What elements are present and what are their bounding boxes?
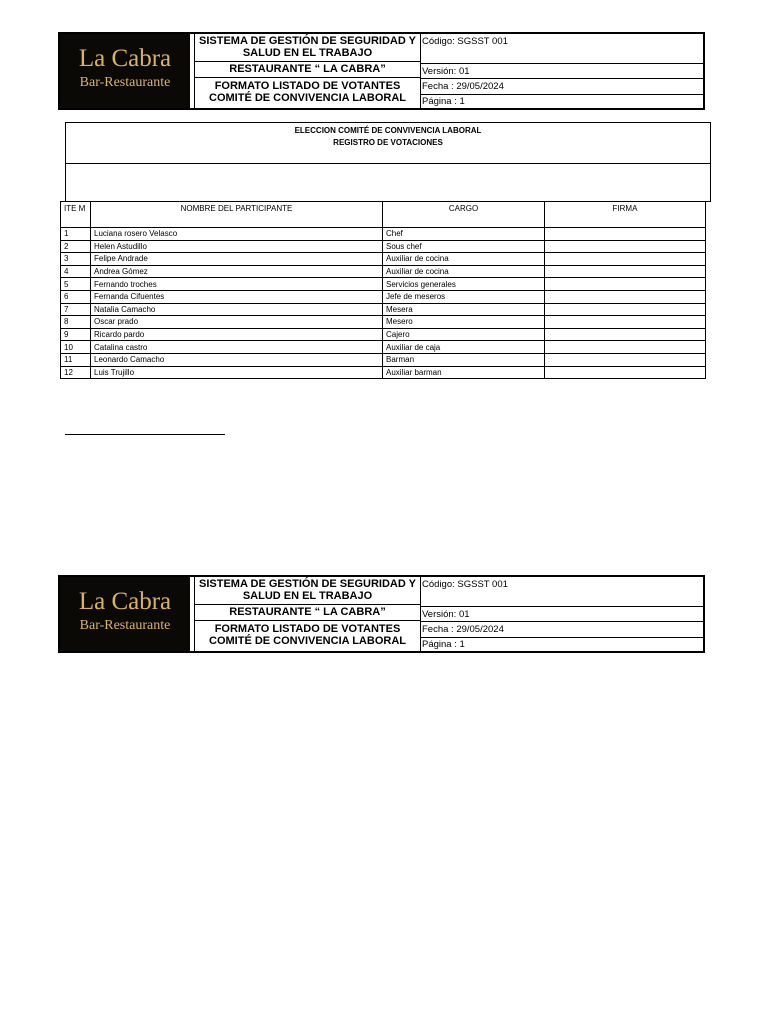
table-row	[61, 328, 706, 341]
restaurant-name: RESTAURANTE “ LA CABRA”	[195, 604, 420, 620]
logo-subtitle: Bar-Restaurante	[79, 75, 171, 90]
logo-subtitle: Bar-Restaurante	[79, 618, 171, 633]
system-title	[195, 578, 420, 602]
row-item: 9	[61, 328, 91, 341]
pagina-field: Página : 1	[421, 94, 703, 108]
row-item: 5	[61, 278, 91, 291]
table-row	[61, 341, 706, 354]
format-title-line-2: COMITÉ DE CONVIVENCIA LABORAL	[209, 635, 406, 647]
table-header-row	[61, 202, 706, 228]
row-item: 8	[61, 316, 91, 329]
system-title-line-1: SISTEMA DE GESTIÓN DE SEGURIDAD Y	[199, 578, 416, 590]
voters-table	[60, 201, 706, 379]
row-firma	[545, 366, 706, 379]
row-name: Andrea Gómez	[91, 265, 383, 278]
column-header-firma: FIRMA	[545, 202, 706, 228]
row-firma	[545, 278, 706, 291]
row-firma	[545, 353, 706, 366]
signature-line	[65, 434, 225, 435]
table-row	[61, 278, 706, 291]
row-name: Ricardo pardo	[91, 328, 383, 341]
row-item: 1	[61, 228, 91, 241]
row-item: 12	[61, 366, 91, 379]
row-name: Natalia Camacho	[91, 303, 383, 316]
row-name: Leonardo Camacho	[91, 353, 383, 366]
table-row	[61, 353, 706, 366]
system-title-line-2: SALUD EN EL TRABAJO	[242, 590, 373, 602]
row-cargo: Barman	[383, 353, 545, 366]
fecha-field: Fecha : 29/05/2024	[421, 78, 703, 93]
restaurant-logo	[60, 34, 190, 108]
row-cargo: Auxiliar de cocina	[383, 265, 545, 278]
table-row	[61, 303, 706, 316]
row-firma	[545, 341, 706, 354]
format-title-line-1: FORMATO LISTADO DE VOTANTES	[214, 80, 401, 92]
format-title-line-1: FORMATO LISTADO DE VOTANTES	[214, 623, 401, 635]
row-cargo: Cajero	[383, 328, 545, 341]
row-name: Catalina castro	[91, 341, 383, 354]
row-cargo: Auxiliar barman	[383, 366, 545, 379]
row-cargo: Auxiliar de cocina	[383, 253, 545, 266]
format-title	[195, 620, 420, 647]
row-name: Luciana rosero Velasco	[91, 228, 383, 241]
version-field: Versión: 01	[421, 606, 703, 621]
row-cargo: Auxiliar de caja	[383, 341, 545, 354]
table-row	[61, 316, 706, 329]
system-title-line-2: SALUD EN EL TRABAJO	[242, 47, 373, 59]
row-firma	[545, 303, 706, 316]
row-item: 10	[61, 341, 91, 354]
row-firma	[545, 240, 706, 253]
codigo-field: Código: SGSST 001	[422, 579, 508, 590]
table-row	[61, 366, 706, 379]
row-firma	[545, 265, 706, 278]
restaurant-name: RESTAURANTE “ LA CABRA”	[195, 61, 420, 77]
restaurant-logo	[60, 577, 190, 651]
table-row	[61, 290, 706, 303]
column-header-name: NOMBRE DEL PARTICIPANTE	[91, 202, 383, 228]
table-row	[61, 265, 706, 278]
row-firma	[545, 316, 706, 329]
document-header-repeat	[58, 575, 705, 653]
row-firma	[545, 290, 706, 303]
table-row	[61, 253, 706, 266]
table-row	[61, 228, 706, 241]
row-firma	[545, 328, 706, 341]
row-item: 7	[61, 303, 91, 316]
row-cargo: Chef	[383, 228, 545, 241]
codigo-field: Código: SGSST 001	[422, 36, 508, 47]
logo-name: La Cabra	[78, 45, 172, 72]
version-field: Versión: 01	[421, 63, 703, 78]
format-title-line-2: COMITÉ DE CONVIVENCIA LABORAL	[209, 92, 406, 104]
election-title: ELECCION COMITÉ DE CONVIVENCIA LABORAL	[294, 126, 482, 135]
row-cargo: Sous chef	[383, 240, 545, 253]
row-cargo: Servicios generales	[383, 278, 545, 291]
row-name: Oscar prado	[91, 316, 383, 329]
row-name: Luis Trujillo	[91, 366, 383, 379]
row-firma	[545, 228, 706, 241]
row-name: Fernanda Cifuentes	[91, 290, 383, 303]
document-header	[58, 32, 705, 110]
column-header-cargo: CARGO	[383, 202, 545, 228]
election-box	[65, 122, 711, 202]
row-name: Helen Astudillo	[91, 240, 383, 253]
system-title	[195, 35, 420, 59]
column-header-item: ITE M	[61, 202, 91, 228]
row-item: 3	[61, 253, 91, 266]
row-cargo: Mesera	[383, 303, 545, 316]
row-item: 6	[61, 290, 91, 303]
format-title	[195, 77, 420, 104]
row-item: 11	[61, 353, 91, 366]
row-name: Fernando troches	[91, 278, 383, 291]
row-cargo: Jefe de meseros	[383, 290, 545, 303]
logo-name: La Cabra	[78, 588, 172, 615]
system-title-line-1: SISTEMA DE GESTIÓN DE SEGURIDAD Y	[199, 35, 416, 47]
row-cargo: Mesero	[383, 316, 545, 329]
election-subtitle: REGISTRO DE VOTACIONES	[333, 138, 443, 147]
pagina-field: Página : 1	[421, 637, 703, 651]
fecha-field: Fecha : 29/05/2024	[421, 621, 703, 636]
row-item: 4	[61, 265, 91, 278]
row-firma	[545, 253, 706, 266]
row-name: Felipe Andrade	[91, 253, 383, 266]
row-item: 2	[61, 240, 91, 253]
table-row	[61, 240, 706, 253]
